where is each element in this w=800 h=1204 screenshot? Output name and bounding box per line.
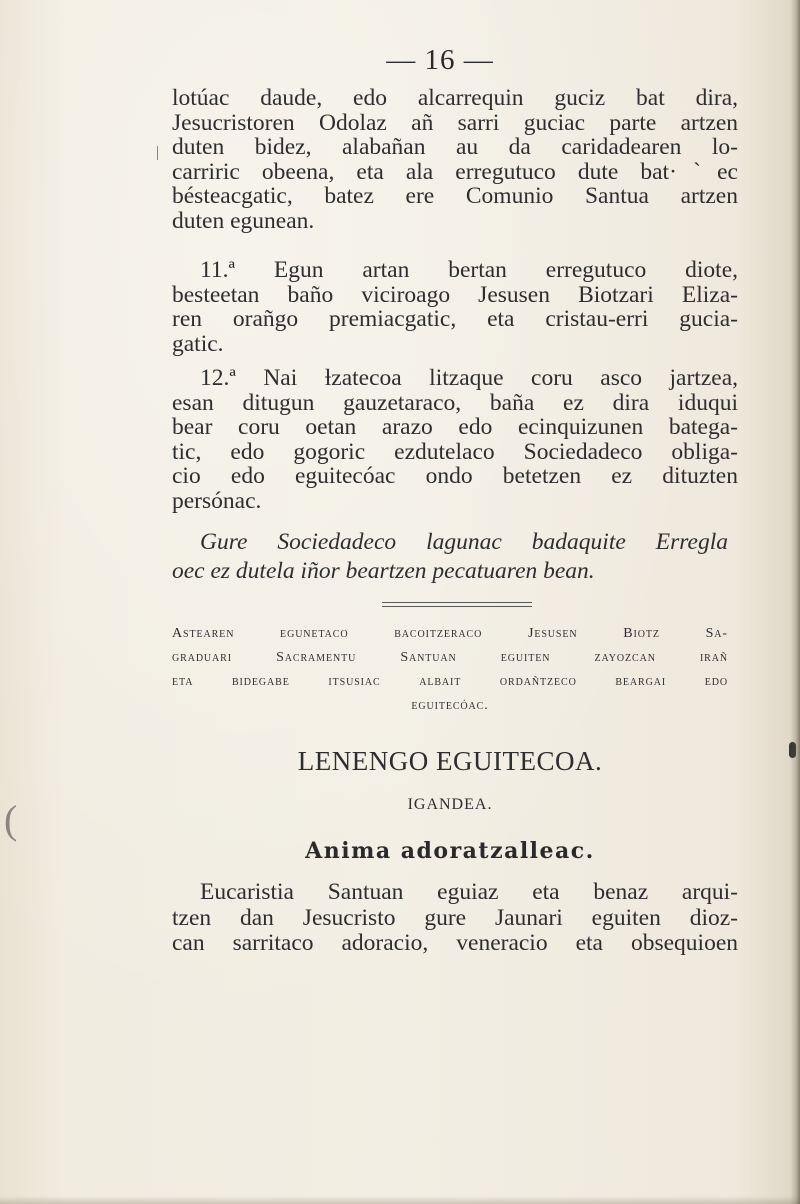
page-number: — 16 — bbox=[386, 44, 494, 76]
smallcaps-line: Astearen egunetaco bacoitzeraco Jesusen Biotz Sa- bbox=[172, 626, 728, 641]
text-line: carriric obeena, eta ala erregutuco dute bat·ˋec bbox=[172, 158, 738, 185]
section-title: LENENGO EGUITECOA. bbox=[297, 746, 603, 776]
text-line: gatic. bbox=[172, 330, 224, 357]
text-line: lotúac daude, edo alcarrequin guciz bat dira, bbox=[172, 85, 738, 111]
margin-tick-mark bbox=[157, 146, 158, 160]
text-line: 12.ª Nai ƚzatecoa litzaque coru asco jartzea, bbox=[200, 365, 738, 391]
section-subtitle: IGANDEA. bbox=[407, 796, 493, 813]
paragraph-continuation bbox=[172, 86, 738, 234]
text-line: bear coru oetan arazo edo ecinquizunen batega- bbox=[172, 414, 738, 441]
text-line: Eucaristia Santuan eguiaz eta benaz arqui- bbox=[200, 879, 738, 905]
text-line: persónac. bbox=[172, 487, 262, 514]
text-line: Jesucristoren Odolaz añ sarri guciac parte artzen bbox=[172, 109, 738, 136]
margin-bracket-mark: ( bbox=[4, 797, 18, 842]
text-line: 11.ª Egun artan bertan erregutuco diote, bbox=[200, 257, 738, 283]
smallcaps-line: eta bidegabe itsusiac albait ordañtzeco beargai edo bbox=[172, 674, 728, 689]
text-line: can sarritaco adoracio, veneracio eta obsequioen bbox=[172, 930, 738, 956]
text-line: ren orañgo premiacgatic, eta cristau-erri gucia- bbox=[172, 306, 738, 333]
section-heading: Anima adoratzalleac. bbox=[305, 838, 595, 864]
text-line: bésteacgatic, batez ere Comunio Santua artzen bbox=[172, 183, 738, 210]
paragraph-rule-12 bbox=[172, 366, 738, 514]
paragraph-rule-11 bbox=[172, 258, 738, 356]
italic-note bbox=[172, 528, 728, 586]
paragraph-eucaristia bbox=[172, 880, 738, 957]
page-bottom-shadow bbox=[0, 1196, 800, 1204]
smallcaps-line: eguitecóac. bbox=[411, 698, 489, 713]
text-line: duten bidez, alabañan au da caridadearen lo- bbox=[172, 134, 738, 161]
text-line: tzen dan Jesucristo gure Jaunari eguiten dioz- bbox=[172, 904, 738, 931]
italic-line: oec ez dutela iñor beartzen pecatuaren bean. bbox=[172, 558, 595, 584]
text-line: esan ditugun gauzetaraco, baña ez dira iduqui bbox=[172, 389, 738, 416]
text-line: cio edo eguitecóac ondo betetzen ez dituzten bbox=[172, 463, 738, 490]
italic-line: Gure Sociedadeco lagunac badaquite Erregla bbox=[200, 529, 728, 555]
chapter-intro-heading bbox=[172, 622, 728, 718]
page-edge-shadow bbox=[790, 0, 800, 1204]
divider-rule bbox=[382, 602, 532, 603]
text-line: duten egunean. bbox=[172, 207, 315, 234]
smallcaps-line: graduari Sacramentu Santuan eguiten zayozcan irañ bbox=[172, 650, 728, 665]
text-line: tic, edo gogoric ezdutelaco Sociedadeco obliga- bbox=[172, 438, 738, 465]
text-line: besteetan baño viciroago Jesusen Biotzari Eliza- bbox=[172, 281, 738, 308]
divider-rule bbox=[382, 606, 532, 607]
